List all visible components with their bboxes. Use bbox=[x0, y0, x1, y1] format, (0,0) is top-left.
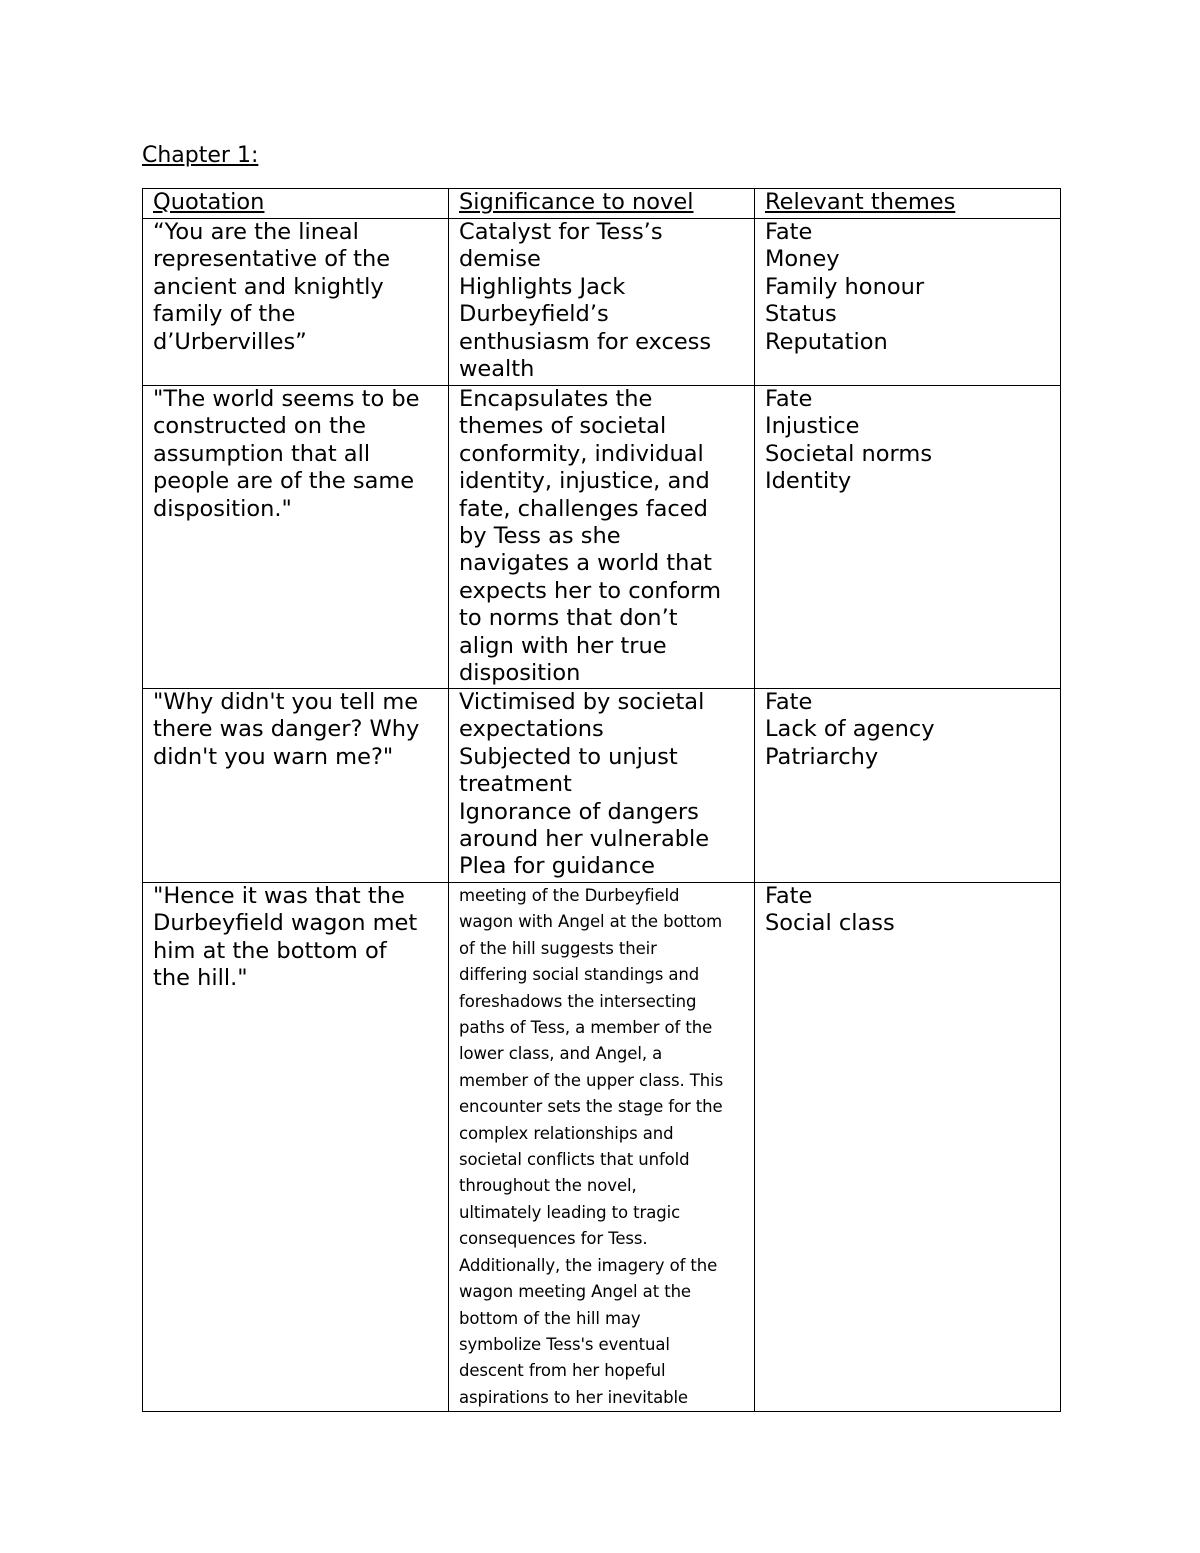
text-line: symbolize Tess's eventual bbox=[459, 1334, 670, 1354]
text-line: him at the bottom of bbox=[153, 937, 387, 964]
text-line: conformity, individual bbox=[459, 440, 704, 467]
table-row bbox=[143, 386, 1061, 689]
text-line: aspirations to her inevitable bbox=[459, 1387, 688, 1407]
quotation-cell bbox=[143, 883, 449, 1412]
quotation-cell bbox=[143, 689, 449, 883]
text-line: paths of Tess, a member of the bbox=[459, 1018, 713, 1038]
theme-item: Societal norms bbox=[765, 440, 933, 467]
theme-item: Patriarchy bbox=[765, 743, 879, 770]
theme-item: Social class bbox=[765, 910, 895, 937]
text-line: didn't you warn me?" bbox=[153, 743, 394, 770]
text-line: meeting of the Durbeyfield bbox=[459, 886, 680, 905]
theme-item: Family honour bbox=[765, 273, 925, 300]
text-line: bottom of the hill may bbox=[459, 1308, 641, 1328]
text-line: navigates a world that bbox=[459, 550, 712, 577]
text-line: encounter sets the stage for the bbox=[459, 1097, 723, 1117]
text-line: "Why didn't you tell me bbox=[153, 689, 419, 715]
text-line: consequences for Tess. bbox=[459, 1229, 648, 1249]
quotation-cell bbox=[143, 219, 449, 386]
text-line: of the hill suggests their bbox=[459, 938, 657, 958]
theme-item: Money bbox=[765, 246, 840, 273]
text-line: Encapsulates the bbox=[459, 386, 653, 412]
table-row bbox=[143, 883, 1061, 1412]
table-row bbox=[143, 689, 1061, 883]
text-line: societal conflicts that unfold bbox=[459, 1150, 690, 1170]
text-line: people are of the same bbox=[153, 468, 415, 495]
text-line: constructed on the bbox=[153, 413, 367, 440]
text-line: complex relationships and bbox=[459, 1123, 674, 1143]
text-line: assumption that all bbox=[153, 440, 371, 467]
text-line: there was danger? Why bbox=[153, 716, 420, 743]
chapter-heading: Chapter 1: bbox=[142, 143, 259, 168]
significance-cell bbox=[449, 386, 755, 689]
theme-item: Reputation bbox=[765, 328, 888, 355]
text-line: themes of societal bbox=[459, 413, 667, 440]
text-line: wagon meeting Angel at the bbox=[459, 1282, 691, 1302]
text-line: Catalyst for Tess’s bbox=[459, 219, 663, 245]
theme-item: Identity bbox=[765, 468, 852, 495]
text-line: ultimately leading to tragic bbox=[459, 1202, 681, 1222]
text-line: treatment bbox=[459, 771, 572, 798]
significance-cell bbox=[449, 689, 755, 883]
text-line: Highlights Jack bbox=[459, 273, 626, 300]
text-line: align with her true bbox=[459, 632, 667, 659]
theme-item: Fate bbox=[765, 689, 813, 715]
text-line: differing social standings and bbox=[459, 965, 700, 985]
text-line: wealth bbox=[459, 356, 535, 383]
themes-cell bbox=[755, 386, 1061, 689]
text-line: disposition." bbox=[153, 495, 292, 522]
text-line: the hill." bbox=[153, 965, 248, 992]
quotation-cell bbox=[143, 386, 449, 689]
text-line: family of the bbox=[153, 301, 296, 328]
text-line: to norms that don’t bbox=[459, 605, 678, 632]
text-line: Plea for guidance bbox=[459, 853, 656, 880]
theme-item: Injustice bbox=[765, 413, 860, 440]
text-line: “You are the lineal bbox=[153, 219, 359, 245]
header-quotation: Quotation bbox=[143, 189, 449, 219]
text-line: throughout the novel, bbox=[459, 1176, 637, 1196]
text-line: lower class, and Angel, a bbox=[459, 1044, 663, 1064]
text-line: around her vulnerable bbox=[459, 826, 710, 853]
theme-item: Status bbox=[765, 301, 837, 328]
text-line: d’Urbervilles” bbox=[153, 328, 307, 355]
table-header-row bbox=[143, 189, 1061, 219]
text-line: "Hence it was that the bbox=[153, 883, 405, 909]
quotation-table bbox=[142, 188, 1061, 1412]
text-line: Subjected to unjust bbox=[459, 743, 678, 770]
text-line: by Tess as she bbox=[459, 523, 621, 550]
text-line: Ignorance of dangers bbox=[459, 798, 699, 825]
text-line: foreshadows the intersecting bbox=[459, 991, 697, 1011]
themes-cell bbox=[755, 689, 1061, 883]
theme-item: Fate bbox=[765, 219, 813, 245]
text-line: member of the upper class. This bbox=[459, 1070, 724, 1090]
header-themes: Relevant themes bbox=[755, 189, 1061, 219]
theme-item: Lack of agency bbox=[765, 716, 935, 743]
text-line: identity, injustice, and bbox=[459, 468, 710, 495]
themes-cell bbox=[755, 883, 1061, 1412]
header-significance: Significance to novel bbox=[449, 189, 755, 219]
significance-cell bbox=[449, 883, 755, 1412]
theme-item: Fate bbox=[765, 883, 813, 909]
text-line: disposition bbox=[459, 660, 581, 687]
text-line: representative of the bbox=[153, 246, 391, 273]
significance-cell bbox=[449, 219, 755, 386]
text-line: enthusiasm for excess bbox=[459, 328, 712, 355]
text-line: ancient and knightly bbox=[153, 273, 384, 300]
text-line: expects her to conform bbox=[459, 577, 722, 604]
theme-item: Fate bbox=[765, 386, 813, 412]
table-row bbox=[143, 219, 1061, 386]
text-line: fate, challenges faced bbox=[459, 495, 708, 522]
themes-cell bbox=[755, 219, 1061, 386]
text-line: demise bbox=[459, 246, 541, 273]
text-line: expectations bbox=[459, 716, 604, 743]
text-line: Victimised by societal bbox=[459, 689, 705, 715]
text-line: descent from her hopeful bbox=[459, 1361, 666, 1381]
text-line: wagon with Angel at the bottom bbox=[459, 912, 723, 932]
text-line: Additionally, the imagery of the bbox=[459, 1255, 718, 1275]
text-line: Durbeyfield’s bbox=[459, 301, 609, 328]
text-line: "The world seems to be bbox=[153, 386, 420, 412]
text-line: Durbeyfield wagon met bbox=[153, 910, 418, 937]
